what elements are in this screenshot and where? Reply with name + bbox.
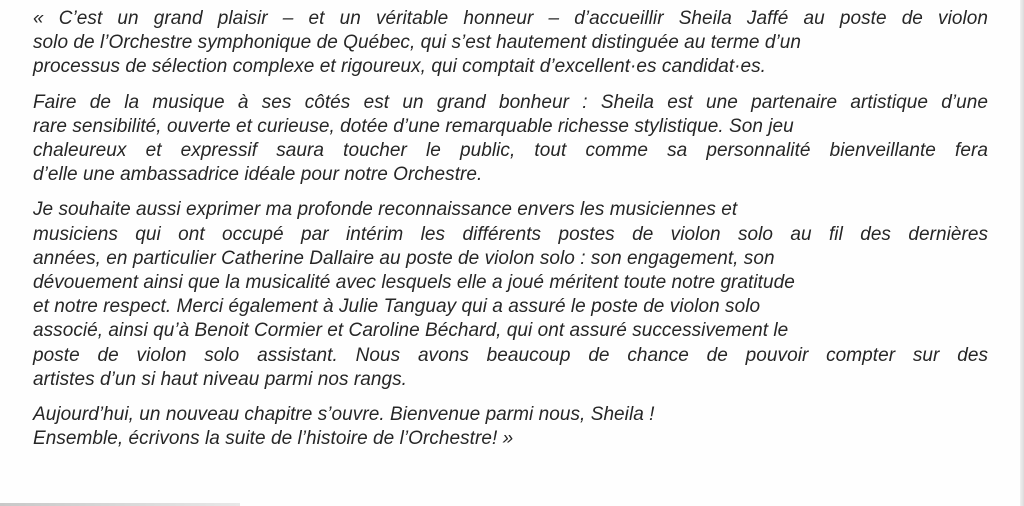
text-line: artistes d’un si haut niveau parmi nos rangs. (33, 368, 408, 390)
text-line: chaleureux et expressif saura toucher le public, tout comme sa personnalité bienveillante fera (33, 140, 988, 162)
text-line: solo de l’Orchestre symphonique de Québec, qui s’est hautement distinguée au terme d’un (33, 32, 801, 54)
text-line: d’elle une ambassadrice idéale pour notre Orchestre. (33, 164, 483, 186)
text-line: associé, ainsi qu’à Benoit Cormier et Caroline Béchard, qui ont assuré successivement le (33, 320, 789, 342)
text-line: Faire de la musique à ses côtés est un grand bonheur : Sheila est une partenaire artistique d’une (33, 91, 988, 113)
text-line: poste de violon solo assistant. Nous avons beaucoup de chance de pouvoir compter sur des (33, 344, 988, 366)
text-line: Ensemble, écrivons la suite de l’histoire de l’Orchestre! » (33, 428, 514, 450)
text-line: Je souhaite aussi exprimer ma profonde reconnaissance envers les musiciennes et (33, 199, 738, 221)
text-line: et notre respect. Merci également à Julie Tanguay qui a assuré le poste de violon solo (33, 296, 761, 318)
text-line: Aujourd’hui, un nouveau chapitre s’ouvre. Bienvenue parmi nous, Sheila ! (33, 404, 655, 426)
text-line: dévouement ainsi que la musicalité avec lesquels elle a joué méritent toute notre gratitude (33, 272, 795, 294)
text-line: musiciens qui ont occupé par intérim les différents postes de violon solo au fil des dernières (33, 223, 988, 245)
text-line: processus de sélection complexe et rigoureux, qui comptait d’excellent·es candidat·es. (33, 56, 767, 78)
text-line: rare sensibilité, ouverte et curieuse, dotée d’une remarquable richesse stylistique. Son jeu (33, 115, 794, 137)
paragraph-praise (33, 91, 988, 188)
text-line: « C’est un grand plaisir – et un véritable honneur – d’accueillir Sheila Jaffé au poste de violon (33, 8, 988, 29)
page-edge-shadow (1020, 0, 1024, 506)
paragraph-gratitude (33, 198, 988, 392)
paragraph-closing (33, 403, 988, 451)
text-line: années, en particulier Catherine Dallaire au poste de violon solo : son engagement, son (33, 247, 775, 269)
paragraph-welcome (33, 7, 988, 80)
